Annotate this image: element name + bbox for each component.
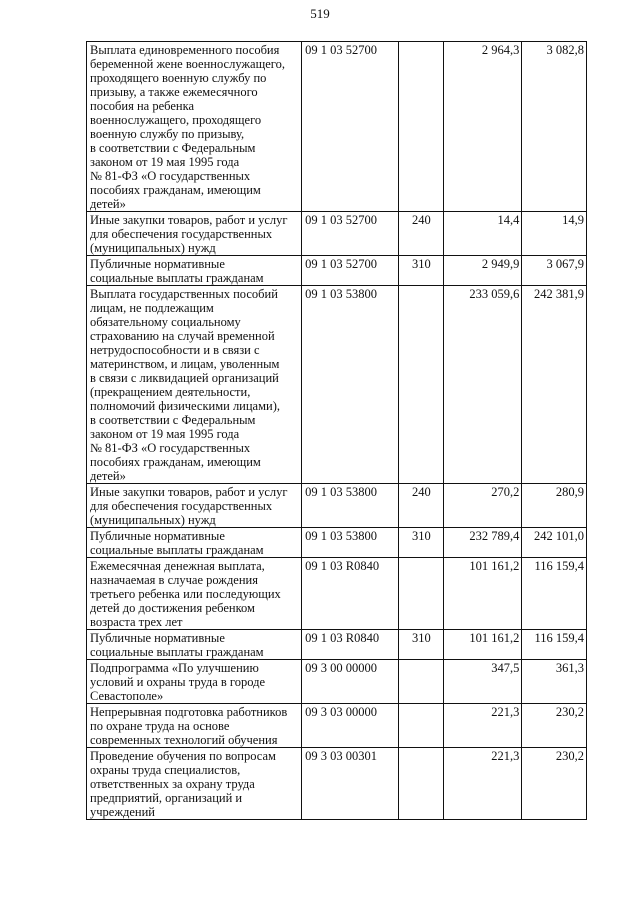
row-name: Проведение обучения по вопросам охраны труда специалистов, ответственных за охрану труда предприятий, организаций и учреждений <box>87 748 302 820</box>
table-row <box>87 42 587 212</box>
row-code: 09 1 03 52700 <box>302 212 399 256</box>
table-row <box>87 630 587 660</box>
row-code: 09 3 03 00000 <box>302 704 399 748</box>
row-amount-2: 242 381,9 <box>522 286 587 484</box>
row-amount-1: 101 161,2 <box>443 558 522 630</box>
row-amount-2: 3 067,9 <box>522 256 587 286</box>
row-name: Публичные нормативные социальные выплаты гражданам <box>87 256 302 286</box>
row-expense-type <box>399 748 443 820</box>
row-amount-1: 347,5 <box>443 660 522 704</box>
page-number: 519 <box>310 6 330 21</box>
row-code: 09 1 03 53800 <box>302 286 399 484</box>
row-expense-type <box>399 660 443 704</box>
table-row <box>87 748 587 820</box>
budget-table <box>86 41 587 820</box>
row-amount-1: 221,3 <box>443 748 522 820</box>
row-name: Публичные нормативные социальные выплаты гражданам <box>87 528 302 558</box>
row-code: 09 1 03 53800 <box>302 484 399 528</box>
row-code: 09 1 03 R0840 <box>302 558 399 630</box>
table-row <box>87 528 587 558</box>
row-name: Непрерывная подготовка работников по охране труда на основе современных технологий обучения <box>87 704 302 748</box>
row-expense-type <box>399 286 443 484</box>
table-row <box>87 256 587 286</box>
row-code: 09 1 03 52700 <box>302 256 399 286</box>
row-code: 09 3 03 00301 <box>302 748 399 820</box>
row-name: Выплата единовременного пособия беременной жене военнослужащего, проходящего военную службу по призыву, а также ежемесячного пособия на ребенка военнослужащего, проходящего военную службу по призыву, в соответствии с Федеральным законом от 19 мая 1995 года № 81-ФЗ «О государственных пособиях гражданам, имеющим детей» <box>87 42 302 212</box>
row-amount-1: 14,4 <box>443 212 522 256</box>
table-row <box>87 558 587 630</box>
row-amount-1: 270,2 <box>443 484 522 528</box>
row-amount-1: 232 789,4 <box>443 528 522 558</box>
table-row <box>87 484 587 528</box>
row-amount-1: 101 161,2 <box>443 630 522 660</box>
row-expense-type: 240 <box>399 484 443 528</box>
row-code: 09 1 03 52700 <box>302 42 399 212</box>
row-code: 09 1 03 53800 <box>302 528 399 558</box>
row-expense-type: 310 <box>399 630 443 660</box>
row-name: Публичные нормативные социальные выплаты гражданам <box>87 630 302 660</box>
row-name: Выплата государственных пособий лицам, не подлежащим обязательному социальному страхованию на случай временной нетрудоспособности и в связи с материнством, и лицам, уволенным в связи с ликвидацией организаций (прекращением деятельности, полномочий физическими лицами), в соответствии с Федеральным законом от 19 мая 1995 года № 81-ФЗ «О государственных пособиях гражданам, имеющим детей» <box>87 286 302 484</box>
row-name: Ежемесячная денежная выплата, назначаемая в случае рождения третьего ребенка или последующих детей до достижения ребенком возраста трех лет <box>87 558 302 630</box>
table-row <box>87 704 587 748</box>
row-amount-2: 280,9 <box>522 484 587 528</box>
row-expense-type: 310 <box>399 256 443 286</box>
row-expense-type: 310 <box>399 528 443 558</box>
table-row <box>87 212 587 256</box>
table-row <box>87 660 587 704</box>
row-amount-1: 233 059,6 <box>443 286 522 484</box>
row-name: Подпрограмма «По улучшению условий и охраны труда в городе Севастополе» <box>87 660 302 704</box>
row-code: 09 3 00 00000 <box>302 660 399 704</box>
row-amount-2: 230,2 <box>522 748 587 820</box>
row-amount-1: 2 964,3 <box>443 42 522 212</box>
row-amount-2: 242 101,0 <box>522 528 587 558</box>
row-name: Иные закупки товаров, работ и услуг для обеспечения государственных (муниципальных) нужд <box>87 484 302 528</box>
row-amount-1: 221,3 <box>443 704 522 748</box>
row-expense-type: 240 <box>399 212 443 256</box>
row-amount-2: 361,3 <box>522 660 587 704</box>
row-name: Иные закупки товаров, работ и услуг для обеспечения государственных (муниципальных) нужд <box>87 212 302 256</box>
row-code: 09 1 03 R0840 <box>302 630 399 660</box>
row-expense-type <box>399 704 443 748</box>
row-amount-1: 2 949,9 <box>443 256 522 286</box>
table-row <box>87 286 587 484</box>
row-expense-type <box>399 558 443 630</box>
row-amount-2: 14,9 <box>522 212 587 256</box>
row-amount-2: 116 159,4 <box>522 558 587 630</box>
row-amount-2: 116 159,4 <box>522 630 587 660</box>
row-amount-2: 3 082,8 <box>522 42 587 212</box>
row-expense-type <box>399 42 443 212</box>
row-amount-2: 230,2 <box>522 704 587 748</box>
